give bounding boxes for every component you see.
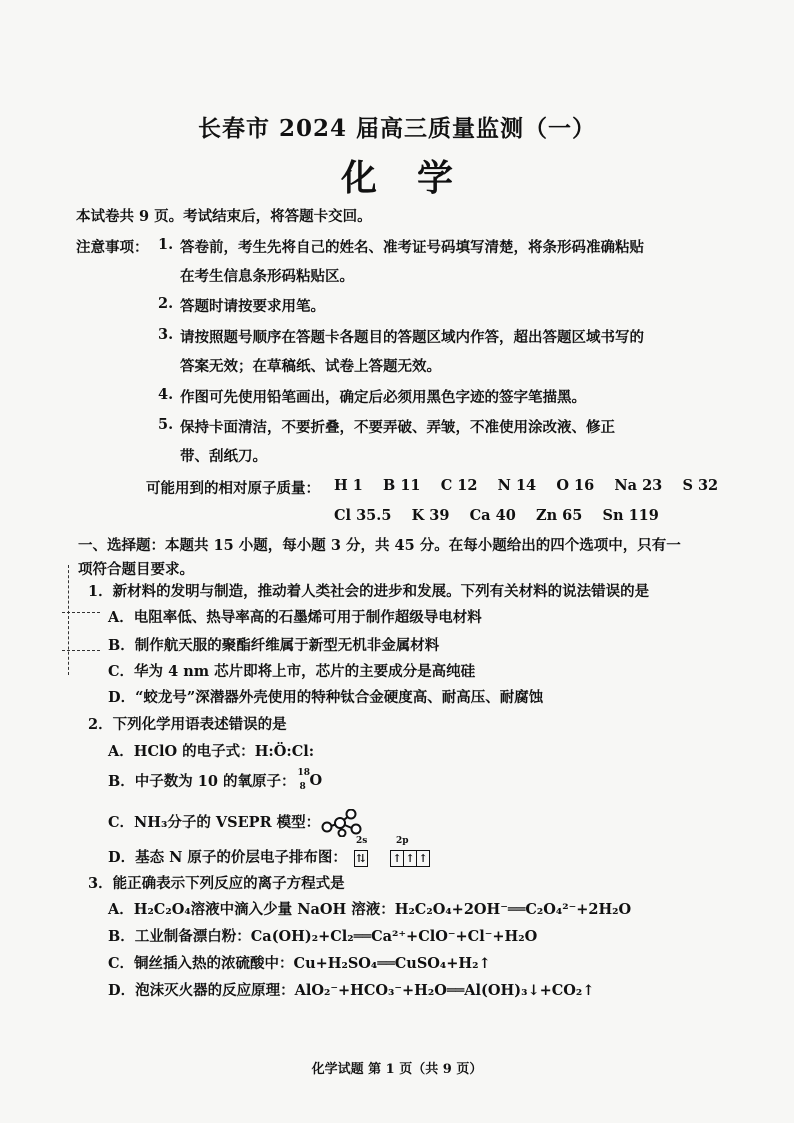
orbital-2s: ⇅ [354, 850, 368, 867]
note-3-line1: 请按照题号顺序在答题卡各题目的答题区域内作答，超出答题区域书写的 [180, 329, 644, 346]
exam-title: 长春市 2024 届高三质量监测（一） [197, 115, 597, 142]
q3-option-c: C．铜丝插入热的浓硫酸中：Cu+H₂SO₄══CuSO₄+H₂↑ [108, 955, 491, 972]
q2-option-a [108, 740, 314, 761]
page-footer: 化学试题 第 1 页（共 9 页） [311, 1062, 483, 1077]
note-2-line1: 答题时请按要求用笔。 [180, 298, 325, 315]
q3-option-a: A．H₂C₂O₄溶液中滴入少量 NaOH 溶液：H₂C₂O₄+2OH⁻══C₂O₄²⁻+2H₂O [108, 901, 632, 918]
note-4-num: 4. [158, 386, 174, 403]
atomic-mass-label: 可能用到的相对原子质量： [146, 480, 320, 497]
intro-line: 本试卷共 9 页。考试结束后，将答题卡交回。 [76, 208, 372, 225]
note-5-num: 5. [158, 416, 174, 433]
q2-c-label: C．NH₃分子的 VSEPR 模型： [108, 814, 321, 831]
margin-dash [62, 612, 100, 614]
q3-option-d: D．泡沫灭火器的反应原理：AlO₂⁻+HCO₃⁻+H₂O══Al(OH)₃↓+CO₂↑ [108, 982, 595, 999]
q2-d-label: D．基态 N 原子的价层电子排布图： [108, 849, 347, 866]
vsepr-model-icon [320, 809, 364, 837]
q2-option-b [108, 770, 326, 792]
q1-option-b: B．制作航天服的聚酯纤维属于新型无机非金属材料 [108, 637, 440, 654]
section-heading-line2: 项符合题目要求。 [78, 561, 194, 578]
section-heading-line1: 一、选择题：本题共 15 小题，每小题 3 分，共 45 分。在每小题给出的四个选项中，只有一 [78, 537, 681, 554]
note-1-line2: 在考生信息条形码粘贴区。 [180, 268, 354, 285]
orbital-2p: ↑ [390, 850, 404, 867]
margin-binding-line [68, 565, 70, 675]
note-4-line1: 作图可先使用铅笔画出，确定后必须用黑色字迹的签字笔描黑。 [180, 389, 586, 406]
atomic-mass-line2: Cl 35.5 K 39 Ca 40 Zn 65 Sn 119 [334, 507, 659, 524]
orbital-2p: ↑ [404, 850, 417, 867]
note-1-line1: 答卷前，考生先将自己的姓名、准考证号码填写清楚，将条形码准确粘贴 [180, 239, 644, 256]
label-2p: 2p [396, 836, 409, 846]
q3-stem: 3．能正确表示下列反应的离子方程式是 [88, 875, 345, 892]
note-1-num: 1. [158, 236, 174, 253]
atomic-mass-line1: H 1 B 11 C 12 N 14 O 16 Na 23 S 32 [334, 477, 719, 494]
isotope-notation [296, 768, 326, 792]
orbital-2p-group [390, 850, 430, 867]
element-symbol: O [309, 772, 323, 789]
note-5-line2: 带、刮纸刀。 [180, 448, 267, 465]
q3-option-b: B．工业制备漂白粉：Ca(OH)₂+Cl₂══Ca²⁺+ClO⁻+Cl⁻+H₂O [108, 928, 538, 945]
atomic-number: 8 [299, 782, 306, 792]
subject-title: 化学 [340, 157, 493, 199]
q2-option-c [108, 809, 364, 837]
label-2s: 2s [356, 836, 368, 846]
note-3-num: 3. [158, 326, 174, 343]
note-3-line2: 答案无效；在草稿纸、试卷上答题无效。 [180, 358, 441, 375]
note-5-line1: 保持卡面清洁，不要折叠，不要弄破、弄皱，不准使用涂改液、修正 [180, 419, 615, 436]
q1-stem: 1．新材料的发明与制造，推动着人类社会的进步和发展。下列有关材料的说法错误的是 [88, 583, 650, 600]
orbital-diagram [354, 836, 430, 867]
q2-option-d [108, 836, 430, 867]
orbital-2p: ↑ [417, 850, 430, 867]
q2-b-label: B．中子数为 10 的氧原子： [108, 773, 296, 790]
q2-a-label: A．HClO 的电子式： [108, 743, 255, 760]
margin-dash [62, 650, 100, 652]
q1-option-d: D．“蛟龙号”深潜器外壳使用的特种钛合金硬度高、耐高压、耐腐蚀 [108, 689, 544, 706]
hclo-electron-formula: H:Ö:Cl: [254, 743, 315, 760]
notes-label: 注意事项： [76, 239, 149, 256]
q2-stem: 2．下列化学用语表述错误的是 [88, 716, 287, 733]
q1-option-c: C．华为 4 nm 芯片即将上市，芯片的主要成分是高纯硅 [108, 663, 476, 680]
q1-option-a: A．电阻率低、热导率高的石墨烯可用于制作超级导电材料 [108, 609, 482, 626]
mass-number: 18 [297, 768, 311, 778]
note-2-num: 2. [158, 295, 174, 312]
